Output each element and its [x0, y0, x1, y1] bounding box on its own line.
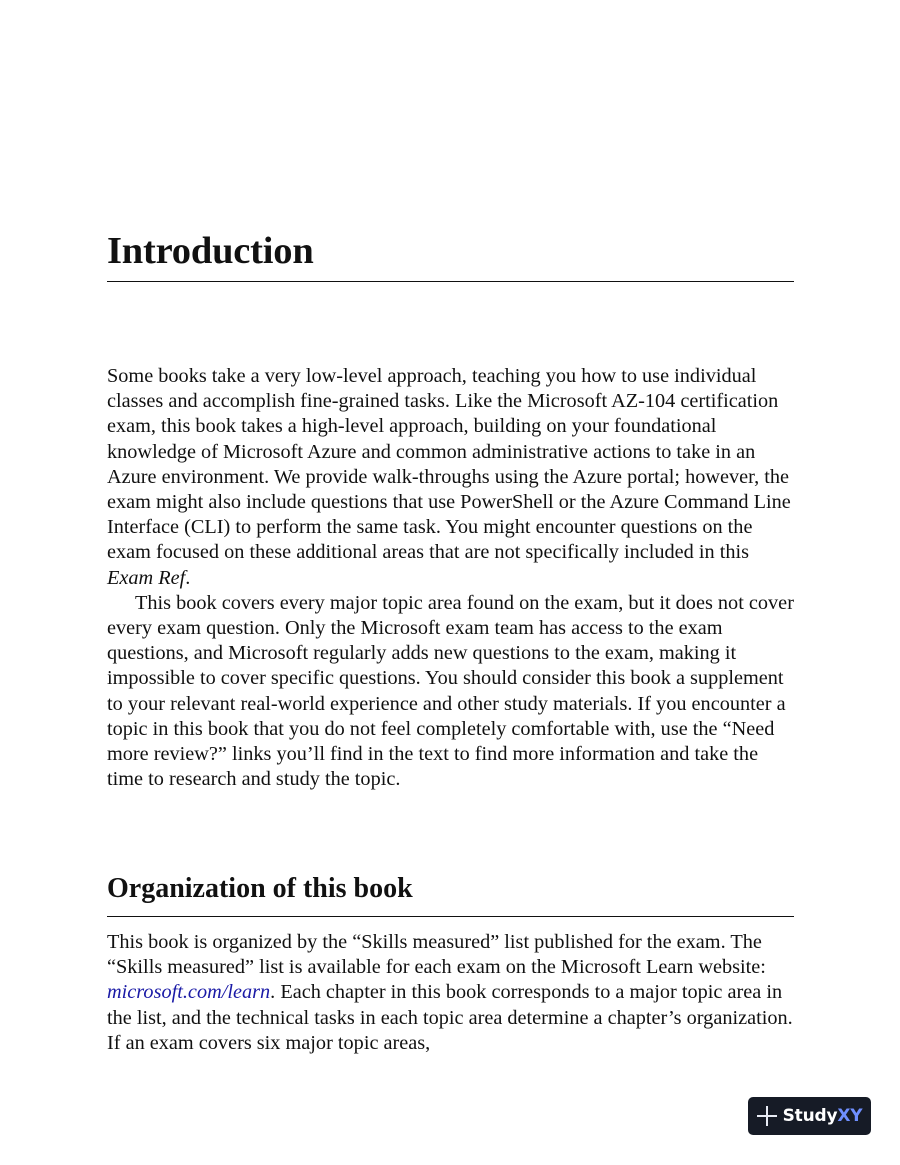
- section-title-rule: [107, 916, 794, 917]
- exam-ref-emphasis: Exam Ref: [107, 566, 186, 589]
- microsoft-learn-link[interactable]: microsoft.com/learn: [107, 981, 271, 1004]
- chapter-title-rule: [107, 281, 794, 282]
- intro-paragraph-1-end: .: [185, 566, 191, 589]
- watermark-text-accent: XY: [837, 1106, 863, 1126]
- section-paragraph-1-text: This book is organized by the “Skills measured” list published for the exam. The “Skills measured” list is available for each exam on the Microsoft Learn website:: [107, 931, 766, 979]
- chapter-title: Introduction: [107, 230, 314, 272]
- intro-paragraph-1: [107, 364, 794, 591]
- plus-icon: [757, 1106, 777, 1126]
- watermark-text: [783, 1106, 863, 1126]
- section-paragraph-1-end: . Each chapter in this book corresponds to a major topic area in the list, and the technical tasks in each topic area determine a chapter’s organization. If an exam covers six major topic areas,: [107, 981, 793, 1054]
- intro-paragraph-1-text: Some books take a very low-level approach, teaching you how to use individual classes and accomplish fine-grained tasks. Like the Microsoft AZ-104 certification exam, this book takes a high-level approach, building on your foundational knowledge of Microsoft Azure and common administrative actions to take in an Azure environment. We provide walk-throughs using the Azure portal; however, the exam might also include questions that use PowerShell or the Azure Command Line Interface (CLI) to perform the same task. You might encounter questions on the exam focused on these additional areas that are not specifically included in this: [107, 365, 791, 564]
- intro-paragraph-2: This book covers every major topic area found on the exam, but it does not cover every exam question. Only the Microsoft exam team has access to the exam questions, and Microsoft regularly adds new questions to the exam, making it impossible to cover specific questions. You should consider this book a supplement to your relevant real-world experience and other study materials. If you encounter a topic in this book that you do not feel completely comfortable with, use the “Need more review?” links you’ll find in the text to find more information and take the time to research and study the topic.: [107, 591, 794, 791]
- intro-body: [107, 364, 794, 792]
- watermark-text-main: Study: [782, 1106, 838, 1126]
- section-body: [107, 930, 794, 1056]
- section-paragraph-1: [107, 930, 794, 1056]
- section-title: Organization of this book: [107, 873, 413, 904]
- studyxy-watermark-badge: [748, 1097, 871, 1135]
